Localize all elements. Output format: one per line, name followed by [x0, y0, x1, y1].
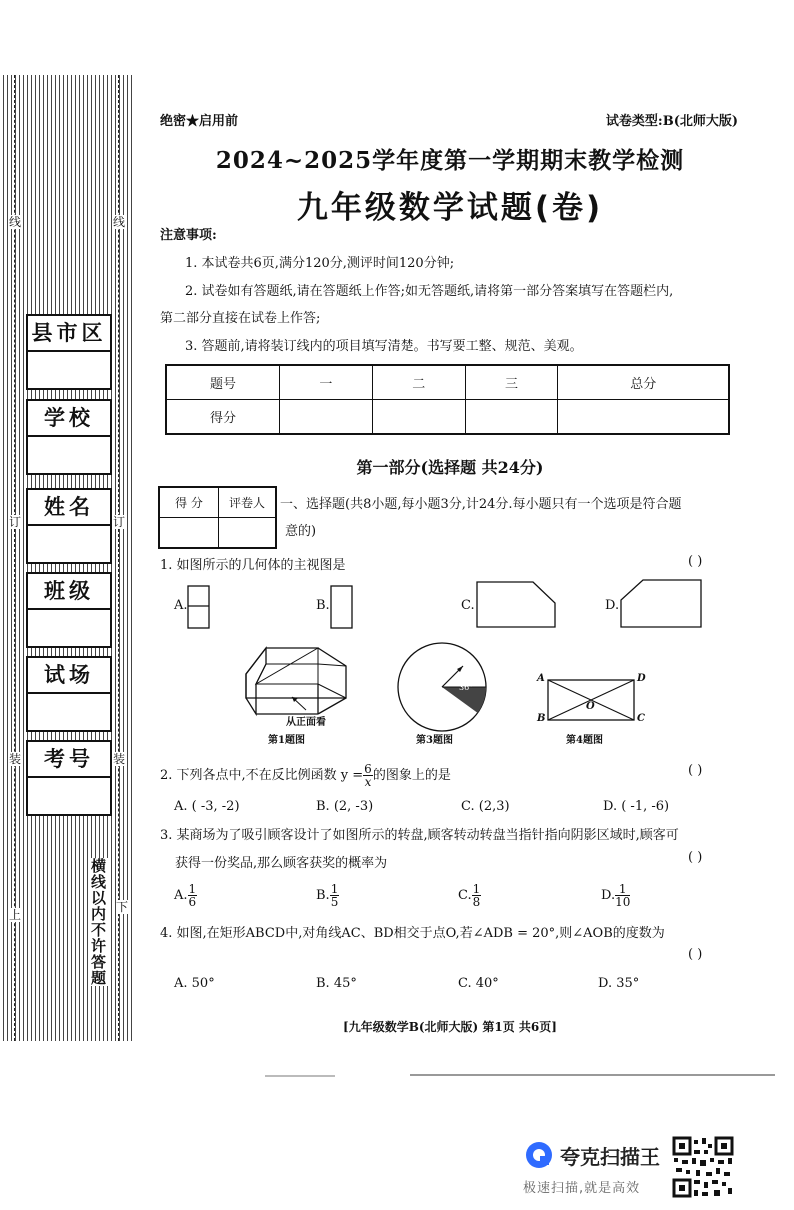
- q1-option-b-figure: [330, 585, 354, 630]
- note-2-cont: 第二部分直接在试卷上作答;: [160, 311, 321, 326]
- quark-logo-icon: [524, 1140, 554, 1170]
- line-char-right: 线: [113, 215, 126, 229]
- bind-char-right: 订: [113, 515, 126, 529]
- fold-char-left: 装: [9, 752, 22, 766]
- field-class-label: 班级: [28, 574, 110, 610]
- score-header-part3: 三: [465, 365, 558, 400]
- field-name[interactable]: [26, 488, 112, 564]
- page-footer: [九年级数学B(北师大版) 第1页 共6页]: [343, 1020, 557, 1034]
- q3-answer-paren[interactable]: ( ): [688, 850, 703, 865]
- field-school-label: 学校: [28, 401, 110, 437]
- field-exam-room[interactable]: [26, 656, 112, 732]
- q2-answer-paren[interactable]: ( ): [688, 763, 703, 778]
- bottom-char: 下: [116, 900, 129, 914]
- part1-instructions: 一、选择题(共8小题,每小题3分,计24分.每小题只有一个选项是符合题: [280, 497, 682, 512]
- field-exam-room-label: 试场: [28, 658, 110, 694]
- score-row-label: 得分: [166, 400, 280, 435]
- line-char-left: 线: [9, 215, 22, 229]
- note-1: 1. 本试卷共6页,满分120分,测评时间120分钟;: [185, 256, 455, 271]
- score-header-part2: 二: [372, 365, 465, 400]
- q1-option-a-label: A.: [174, 598, 188, 613]
- q4-option-b: B. 45°: [316, 976, 357, 991]
- q2-option-a: A. ( -3, -2): [174, 799, 240, 814]
- score-cell[interactable]: [280, 400, 373, 435]
- field-name-label: 姓名: [28, 490, 110, 526]
- score-header-total: 总分: [558, 365, 729, 400]
- score-table: [165, 364, 730, 435]
- score-cell[interactable]: [558, 400, 729, 435]
- field-county-label: 县市区: [28, 316, 110, 352]
- field-class[interactable]: [26, 572, 112, 648]
- q2-option-b: B. (2, -3): [316, 799, 374, 814]
- q3-option-c: C. $\frac{1}{8}$: [458, 882, 481, 909]
- q4-option-a: A. 50°: [174, 976, 215, 991]
- q3-option-a: A. $\frac{1}{6}$: [174, 882, 197, 909]
- q3-stem-cont: 获得一份奖品,那么顾客获奖的概率为: [175, 856, 388, 871]
- q3-option-b: B. $\frac{1}{5}$: [316, 882, 339, 909]
- figure-4-point-d: D: [637, 673, 646, 684]
- q4-answer-paren[interactable]: ( ): [688, 947, 703, 962]
- q4-option-c: C. 40°: [458, 976, 499, 991]
- paper-title: 九年级数学试题(卷): [296, 190, 604, 226]
- part1-title: 第一部分(选择题 共24分): [356, 458, 544, 477]
- score-header-number: 题号: [166, 365, 280, 400]
- figure-3-spinner: [395, 640, 489, 734]
- q1-option-a-figure: [187, 585, 211, 630]
- q1-option-c-figure: [475, 580, 557, 630]
- field-exam-number[interactable]: [26, 740, 112, 816]
- grader-name-header: 评卷人: [219, 487, 277, 518]
- grader-name-cell[interactable]: [219, 518, 277, 549]
- figure-3-angle: 36°: [459, 683, 474, 692]
- q1-answer-paren[interactable]: ( ): [688, 554, 703, 569]
- q2-option-c: C. (2,3): [461, 799, 510, 814]
- q1-option-b-label: B.: [316, 598, 330, 613]
- q3-option-d: D. $\frac{1}{10}$: [601, 882, 631, 909]
- field-exam-number-label: 考号: [28, 742, 110, 778]
- figure-4-point-o: O: [586, 701, 595, 712]
- part1-instructions-cont: 意的): [285, 524, 317, 539]
- scan-edge-line: [410, 1074, 775, 1076]
- fold-char-right: 装: [113, 752, 126, 766]
- score-cell[interactable]: [465, 400, 558, 435]
- watermark-brand: 夸克扫描王: [560, 1145, 660, 1169]
- grader-score-header: 得 分: [159, 487, 219, 518]
- q1-stem: 1. 如图所示的几何体的主视图是: [160, 558, 346, 573]
- no-answer-warning: 横线以内不许答题: [89, 858, 107, 986]
- q2-option-d: D. ( -1, -6): [603, 799, 670, 814]
- score-cell[interactable]: [372, 400, 465, 435]
- score-header-part1: 一: [280, 365, 373, 400]
- q2-fraction: $\frac{6}{x}$: [364, 762, 372, 789]
- q1-option-c-label: C.: [461, 598, 475, 613]
- watermark-slogan: 极速扫描,就是高效: [523, 1181, 641, 1196]
- qr-code-icon: [672, 1136, 734, 1198]
- figure-4-rectangle: [546, 678, 636, 722]
- figure-1-caption: 第1题图: [268, 735, 305, 746]
- figure-1-solid: [236, 642, 354, 724]
- field-school[interactable]: [26, 399, 112, 475]
- bind-char-left: 订: [9, 515, 22, 529]
- q4-stem: 4. 如图,在矩形ABCD中,对角线AC、BD相交于点O,若∠ADB = 20°,则∠AOB的度数为: [160, 926, 665, 941]
- figure-1-view-note: 从正面看: [286, 717, 326, 728]
- figure-3-caption: 第3题图: [416, 735, 453, 746]
- figure-4-caption: 第4题图: [566, 735, 603, 746]
- note-2: 2. 试卷如有答题纸,请在答题纸上作答;如无答题纸,请将第一部分答案填写在答题栏内,: [185, 284, 674, 299]
- exam-title: 2024~2025学年度第一学期期末教学检测: [215, 147, 685, 174]
- note-3: 3. 答题前,请将装订线内的项目填写清楚。书写要工整、规范、美观。: [185, 339, 583, 354]
- top-char: 上: [9, 908, 22, 922]
- figure-4-point-b: B: [537, 713, 546, 724]
- paper-type: 试卷类型:B(北师大版): [605, 114, 738, 129]
- q1-option-d-figure: [619, 578, 703, 630]
- secret-label: 绝密★启用前: [160, 114, 239, 129]
- q3-stem: 3. 某商场为了吸引顾客设计了如图所示的转盘,顾客转动转盘当指针指向阴影区域时,顾客可: [160, 828, 679, 843]
- notes-title: 注意事项:: [160, 228, 217, 243]
- q4-option-d: D. 35°: [598, 976, 640, 991]
- grader-table: [158, 486, 277, 549]
- q1-option-d-label: D.: [605, 598, 620, 613]
- field-county[interactable]: [26, 314, 112, 390]
- grader-score-cell[interactable]: [159, 518, 219, 549]
- scan-edge-line: [265, 1075, 335, 1077]
- q2-stem: [160, 763, 451, 788]
- figure-4-point-c: C: [637, 713, 645, 724]
- q2-stem-after: 的图象上的是: [372, 768, 451, 783]
- figure-4-point-a: A: [537, 673, 545, 684]
- q2-stem-before: 2. 下列各点中,不在反比例函数 y =: [160, 768, 364, 783]
